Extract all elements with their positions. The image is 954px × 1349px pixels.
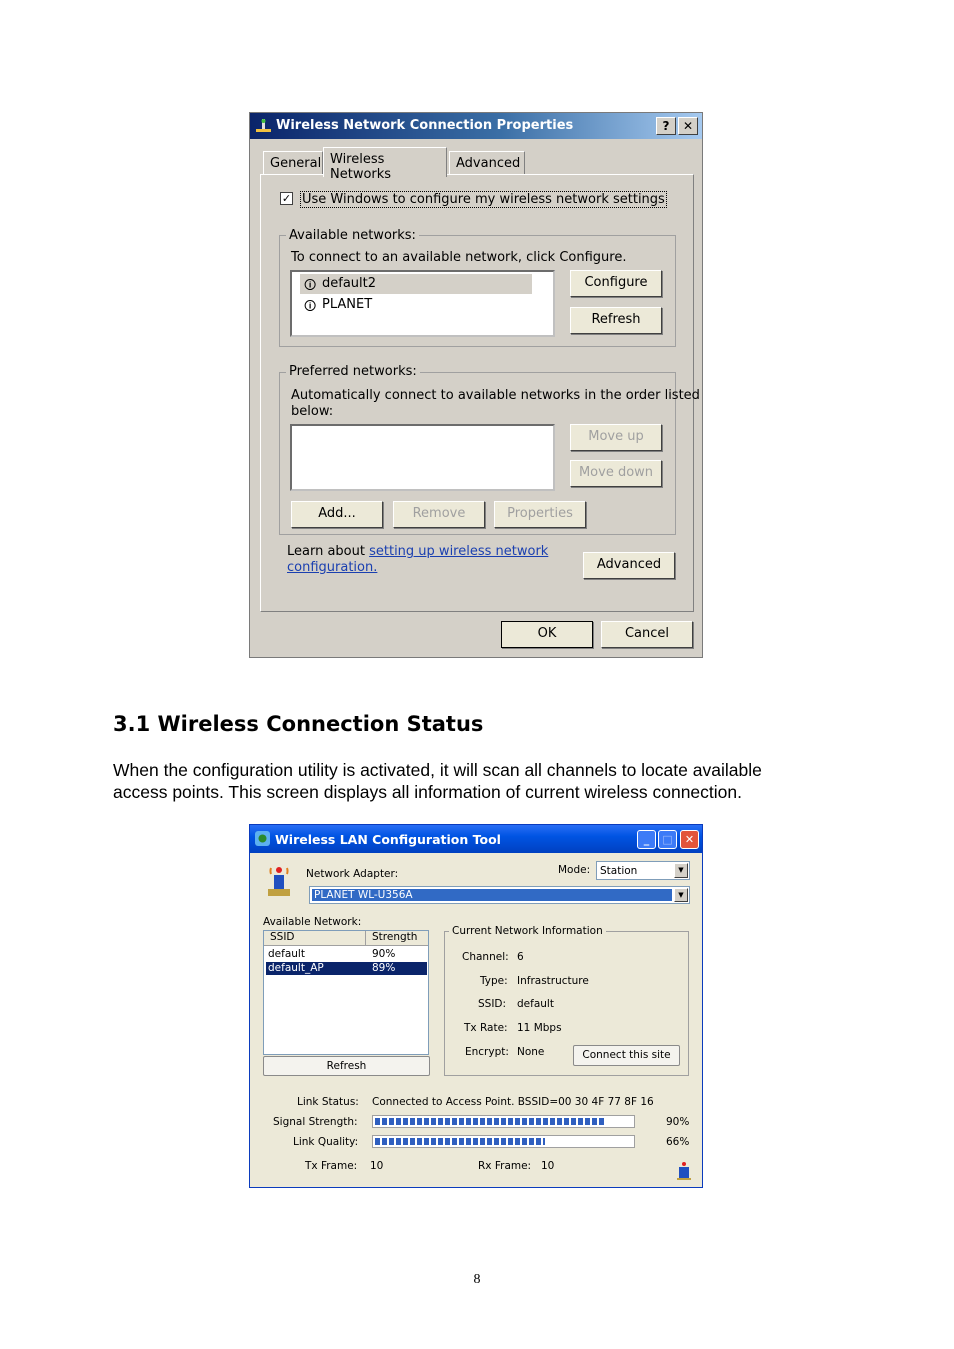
network-name: default2 — [322, 276, 377, 291]
ssid-cell: default_AP — [268, 962, 324, 974]
connect-site-button[interactable]: Connect this site — [573, 1045, 680, 1066]
learn-link[interactable]: setting up wireless network — [369, 544, 549, 559]
dialog2-title: Wireless LAN Configuration Tool — [275, 832, 501, 847]
network-connection-icon — [255, 118, 272, 138]
use-windows-label[interactable]: Use Windows to configure my wireless network settings — [302, 192, 665, 207]
wlan-config-tool-window — [249, 824, 703, 1188]
txrate-value: 11 Mbps — [517, 1022, 562, 1034]
strength-cell: 89% — [372, 962, 396, 974]
adapter-value: PLANET WL-U356A — [312, 889, 672, 901]
move-up-button[interactable]: Move up — [570, 424, 662, 451]
antenna-icon: 🛈 — [304, 299, 317, 313]
refresh-button[interactable]: Refresh — [263, 1056, 430, 1076]
section-heading: 3.1 Wireless Connection Status — [113, 712, 484, 736]
antenna-icon — [265, 865, 293, 902]
type-label: Type: — [480, 975, 508, 987]
channel-value: 6 — [517, 951, 524, 963]
preferred-networks-list[interactable] — [290, 424, 555, 491]
learn-about-text — [287, 544, 548, 576]
txrate-label: Tx Rate: — [464, 1022, 508, 1034]
mode-value: Station — [600, 865, 638, 877]
chevron-down-icon: ▼ — [674, 863, 688, 878]
link-quality-fill — [375, 1138, 545, 1145]
preferred-networks-label: Preferred networks: — [286, 364, 420, 379]
preferred-instructions-1: Automatically connect to available networks in the order listed — [291, 388, 700, 403]
mode-label: Mode: — [558, 864, 591, 876]
configure-button[interactable]: Configure — [570, 270, 662, 297]
remove-button[interactable]: Remove — [393, 501, 485, 528]
section-paragraph — [113, 759, 843, 803]
help-button[interactable]: ? — [656, 117, 676, 135]
ssid-label: SSID: — [478, 998, 507, 1010]
ssid-cell: default — [268, 948, 305, 960]
antenna-icon: 🛈 — [304, 278, 317, 292]
paragraph-line-2: access points. This screen displays all information of current wireless connection. — [113, 782, 742, 802]
add-button[interactable]: Add... — [291, 501, 383, 528]
link-status-value: Connected to Access Point. BSSID=00 30 4F 77 8F 16 — [372, 1096, 654, 1108]
strength-cell: 90% — [372, 948, 396, 960]
link-status-label: Link Status: — [297, 1096, 359, 1108]
signal-strength-value: 90% — [666, 1116, 690, 1128]
column-header-ssid[interactable]: SSID — [264, 931, 366, 946]
move-down-button[interactable]: Move down — [570, 460, 662, 487]
column-header-strength[interactable]: Strength — [366, 931, 428, 946]
chevron-down-icon: ▼ — [674, 888, 688, 902]
network-name: PLANET — [322, 297, 373, 312]
tab-general[interactable]: General — [263, 151, 323, 175]
encrypt-value: None — [517, 1046, 545, 1058]
close-button[interactable]: ✕ — [678, 117, 698, 135]
use-windows-checkbox[interactable]: ✓ — [281, 192, 292, 205]
dialog2-titlebar[interactable] — [250, 825, 702, 853]
preferred-instructions-2: below: — [291, 404, 334, 419]
rx-frame-value: 10 — [541, 1160, 555, 1172]
available-networks-label: Available networks: — [286, 228, 419, 243]
link-quality-bar — [372, 1135, 635, 1148]
current-network-label: Current Network Information — [449, 925, 606, 937]
type-value: Infrastructure — [517, 975, 589, 987]
available-instructions: To connect to an available network, click Configure. — [291, 250, 627, 265]
table-row[interactable] — [266, 962, 427, 975]
channel-label: Channel: — [462, 951, 509, 963]
tab-advanced[interactable]: Advanced — [449, 151, 525, 175]
table-row[interactable] — [266, 948, 427, 961]
close-button[interactable]: ✕ — [680, 830, 699, 849]
wlan-logo-icon — [676, 1161, 692, 1184]
app-icon — [254, 830, 271, 850]
advanced-button[interactable]: Advanced — [583, 552, 675, 579]
learn-link-cont[interactable]: configuration. — [287, 560, 378, 575]
wireless-properties-dialog — [249, 112, 703, 658]
properties-button[interactable]: Properties — [494, 501, 586, 528]
paragraph-line-1: When the configuration utility is activated, it will scan all channels to locate available — [113, 760, 762, 780]
page-number: 8 — [473, 1272, 481, 1287]
learn-prefix: Learn about — [287, 544, 370, 559]
link-quality-label: Link Quality: — [293, 1136, 359, 1148]
encrypt-label: Encrypt: — [465, 1046, 509, 1058]
tx-frame-value: 10 — [370, 1160, 384, 1172]
link-quality-value: 66% — [666, 1136, 690, 1148]
tab-wireless-networks[interactable]: Wireless Networks — [323, 147, 447, 177]
rx-frame-label: Rx Frame: — [478, 1160, 532, 1172]
signal-strength-fill — [375, 1118, 606, 1125]
available-network-table[interactable] — [263, 930, 429, 1055]
mode-select[interactable] — [596, 861, 690, 880]
dialog1-titlebar[interactable] — [250, 113, 702, 139]
tx-frame-label: Tx Frame: — [305, 1160, 358, 1172]
minimize-button[interactable]: _ — [637, 830, 656, 849]
network-adapter-label: Network Adapter: — [306, 868, 399, 880]
ssid-value: default — [517, 998, 554, 1010]
refresh-button[interactable]: Refresh — [570, 307, 662, 334]
adapter-select[interactable] — [309, 886, 690, 904]
ok-button[interactable]: OK — [501, 621, 593, 648]
available-network-label: Available Network: — [263, 916, 362, 928]
list-item[interactable] — [300, 274, 532, 294]
maximize-button[interactable]: □ — [658, 830, 677, 849]
list-item[interactable] — [300, 295, 532, 315]
available-networks-list[interactable] — [290, 270, 555, 337]
signal-strength-bar — [372, 1115, 635, 1128]
dialog1-title: Wireless Network Connection Properties — [276, 118, 574, 133]
signal-strength-label: Signal Strength: — [273, 1116, 358, 1128]
cancel-button[interactable]: Cancel — [601, 621, 693, 648]
